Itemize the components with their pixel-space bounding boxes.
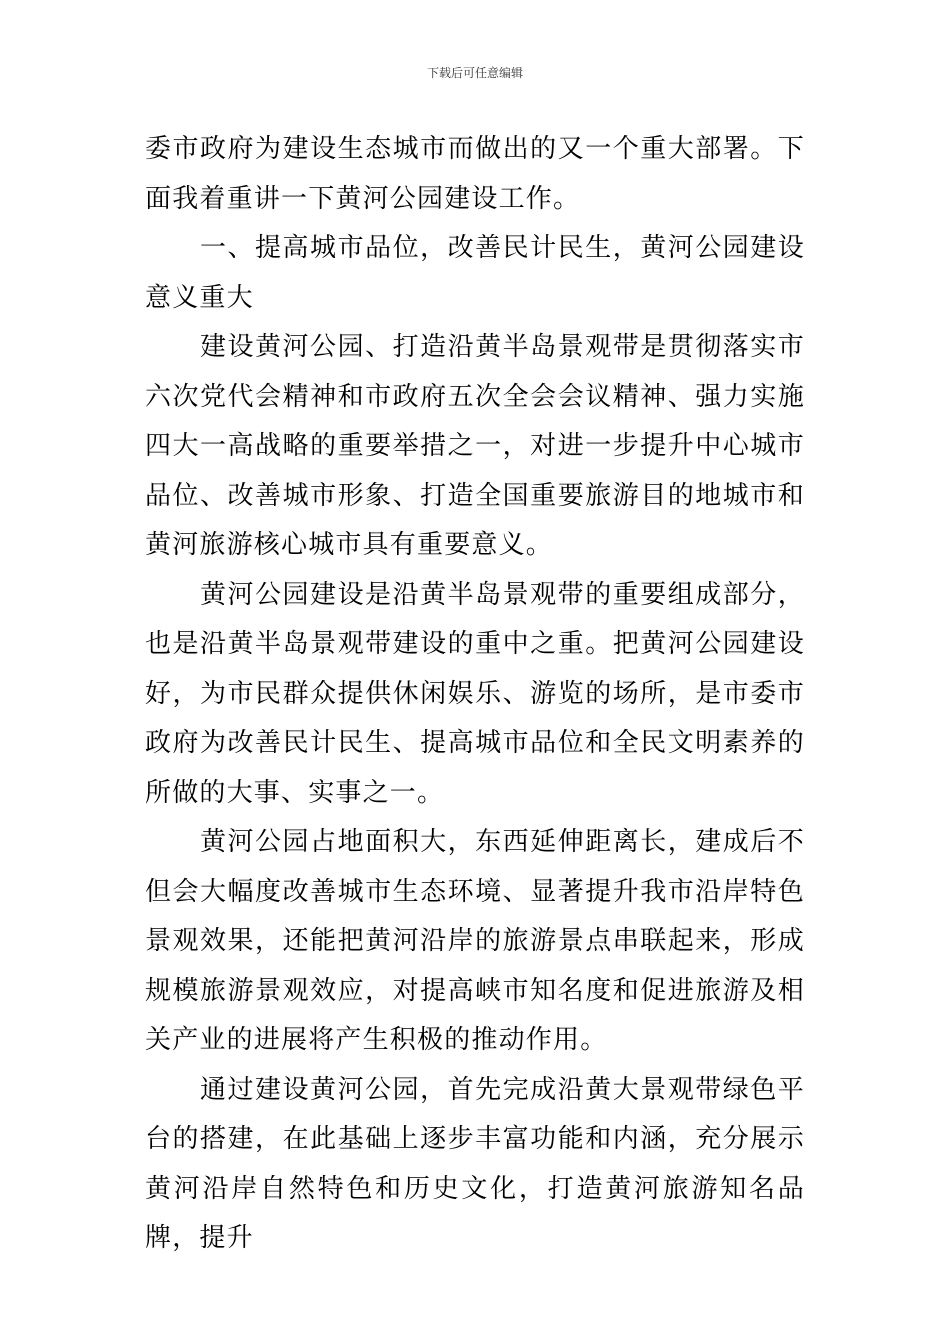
paragraph: 通过建设黄河公园，首先完成沿黄大景观带绿色平台的搭建，在此基础上逐步丰富功能和内涵，充分展示黄河沿岸自然特色和历史文化，打造黄河旅游知名品牌，提升 xyxy=(145,1074,805,1253)
section-heading: 一、提高城市品位，改善民计民生，黄河公园建设意义重大 xyxy=(145,233,805,313)
paragraph: 建设黄河公园、打造沿黄半岛景观带是贯彻落实市六次党代会精神和市政府五次全会会议精神、强力实施四大一高战略的重要举措之一，对进一步提升中心城市品位、改善城市形象、打造全国重要旅游目的地城市和黄河旅游核心城市具有重要意义。 xyxy=(145,332,805,560)
document-body xyxy=(145,125,805,1264)
page-header: 下载后可任意编辑 xyxy=(426,66,523,80)
paragraph-continuation: 委市政府为建设生态城市而做出的又一个重大部署。下面我着重讲一下黄河公园建设工作。 xyxy=(145,134,805,214)
paragraph: 黄河公园占地面积大，东西延伸距离长，建成后不但会大幅度改善城市生态环境、显著提升我市沿岸特色景观效果，还能把黄河沿岸的旅游景点串联起来，形成规模旅游景观效应，对提高峡市知名度和促进旅游及相关产业的进展将产生积极的推动作用。 xyxy=(145,827,805,1055)
paragraph: 黄河公园建设是沿黄半岛景观带的重要组成部分，也是沿黄半岛景观带建设的重中之重。把黄河公园建设好，为市民群众提供休闲娱乐、游览的场所，是市委市政府为改善民计民生、提高城市品位和全民文明素养的所做的大事、实事之一。 xyxy=(145,579,805,808)
